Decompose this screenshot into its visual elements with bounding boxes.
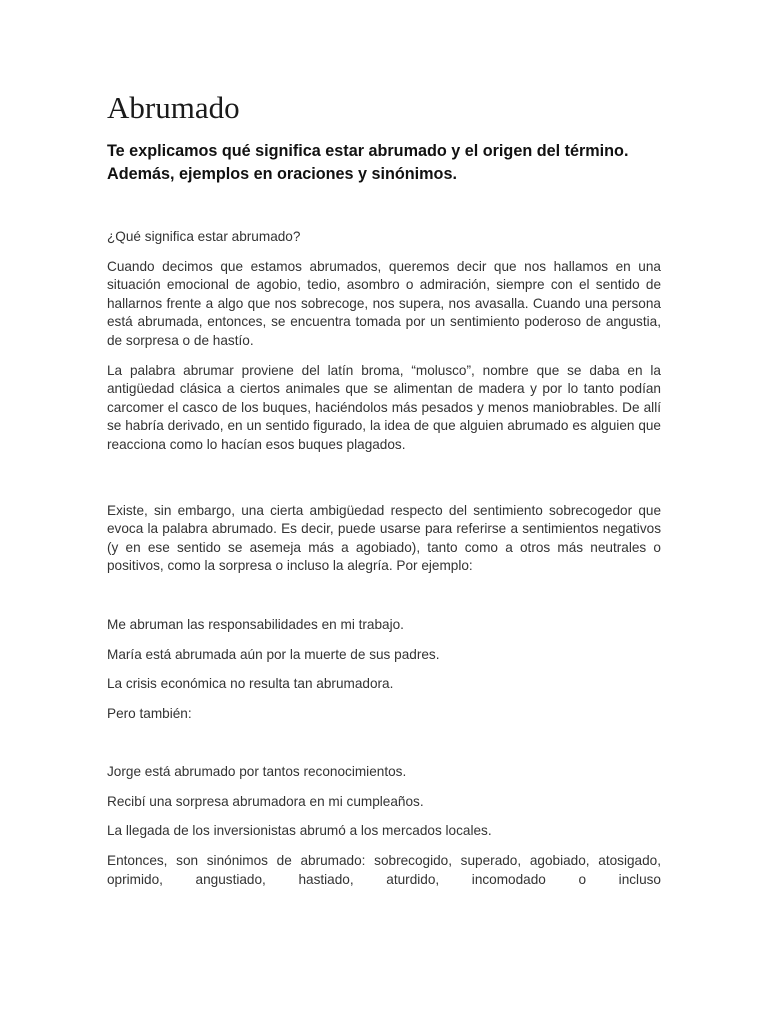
examples-positive-list <box>107 763 661 841</box>
example-line: María está abrumada aún por la muerte de sus padres. <box>107 646 440 662</box>
paragraph-ambiguity: Existe, sin embargo, una cierta ambigüedad respecto del sentimiento sobrecogedor que evoca la palabra abrumado. Es decir, puede usarse para referirse a sentimientos negativos (y en ese sentido se asemeja más a agobiado), tanto como a otros más neutrales o positivos, como la sorpresa o incluso la alegría. Por ejemplo: <box>107 502 661 574</box>
paragraph-etymology: La palabra abrumar proviene del latín broma, “molusco”, nombre que se daba en la antigüedad clásica a ciertos animales que se alimentan de madera y por lo tanto podían carcomer el casco de los buques, haciéndolos más pesados y menos maniobrables. De allí se habría derivado, en un sentido figurado, la idea de que alguien abrumado es alguien que reacciona como lo hacían esos buques plagados. <box>107 362 661 452</box>
example-line: Me abruman las responsabilidades en mi trabajo. <box>107 616 404 632</box>
page-title: Abrumado <box>107 90 240 125</box>
example-transition: Pero también: <box>107 705 192 721</box>
section-question: ¿Qué significa estar abrumado? <box>107 229 301 244</box>
example-line: La llegada de los inversionistas abrumó a los mercados locales. <box>107 823 492 839</box>
paragraph-definition: Cuando decimos que estamos abrumados, queremos decir que nos hallamos en una situación emocional de agobio, tedio, asombro o admiración, siempre con el sentido de hallarnos frente a algo que nos sobrecoge, nos supera, nos avasalla. Cuando una persona está abrumada, entonces, se encuentra tomada por un sentimiento poderoso de angustia, de sorpresa o de hastío. <box>107 258 661 348</box>
example-line: Jorge está abrumado por tantos reconocimientos. <box>107 764 407 780</box>
document-page <box>107 88 661 889</box>
example-line: Recibí una sorpresa abrumadora en mi cumpleaños. <box>107 793 424 809</box>
examples-negative-list <box>107 616 661 723</box>
page-subtitle: Te explicamos qué significa estar abrumado y el origen del término. Además, ejemplos en oraciones y sinónimos. <box>107 142 629 183</box>
example-line: La crisis económica no resulta tan abrumadora. <box>107 676 394 692</box>
paragraph-synonyms: Entonces, son sinónimos de abrumado: sobrecogido, superado, agobiado, atosigado, oprimido, angustiado, hastiado, aturdido, incomodado o incluso <box>107 853 661 887</box>
